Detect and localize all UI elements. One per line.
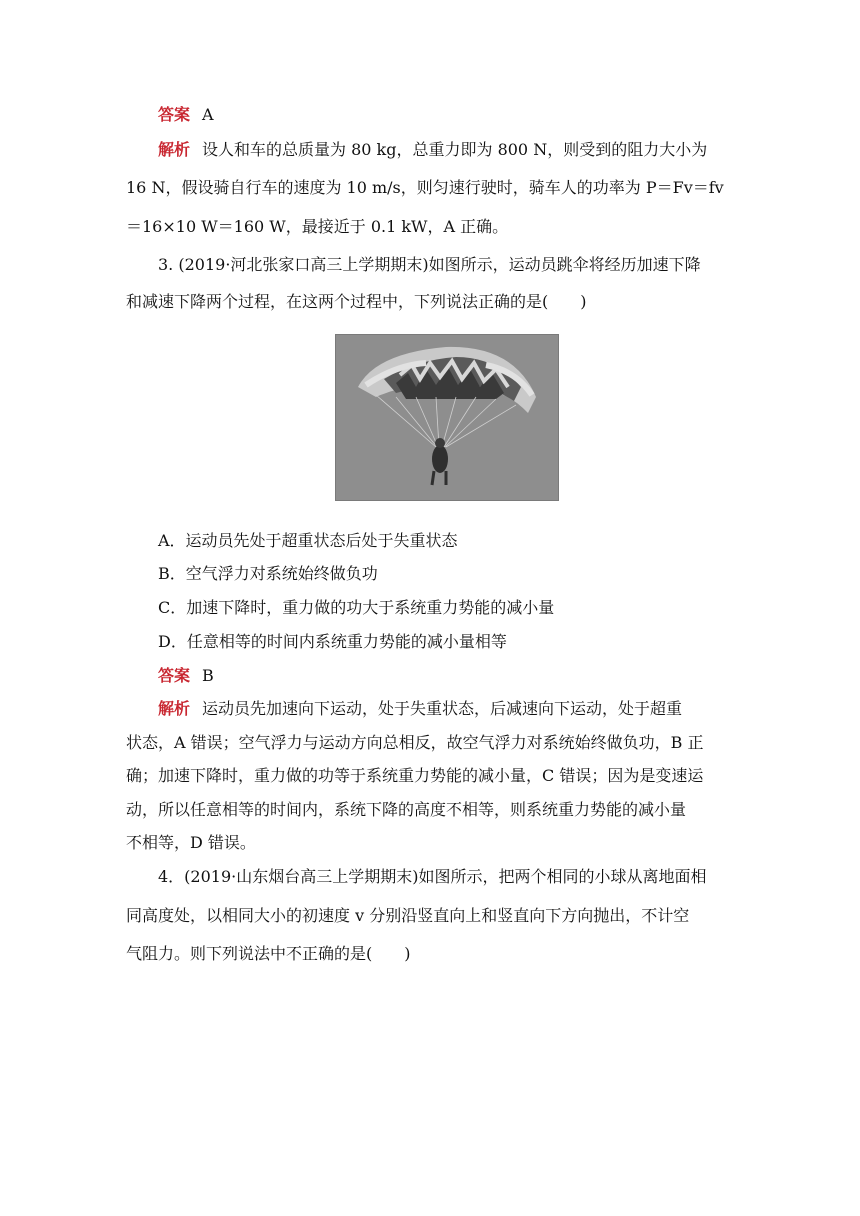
option-d: D．任意相等的时间内系统重力势能的减小量相等 xyxy=(158,632,507,651)
question-line: 同高度处，以相同大小的初速度 v 分别沿竖直向上和竖直向下方向抛出，不计空 xyxy=(126,906,690,925)
option-c: C．加速下降时，重力做的功大于系统重力势能的减小量 xyxy=(158,598,555,617)
analysis-line: 不相等，D 错误。 xyxy=(126,833,256,852)
analysis-row xyxy=(158,139,707,161)
analysis-line: 16 N，假设骑自行车的速度为 10 m/s，则匀速行驶时，骑车人的功率为 P＝Fv＝fv xyxy=(126,178,724,197)
option-a: A．运动员先处于超重状态后处于失重状态 xyxy=(158,531,458,550)
answer-value: B xyxy=(202,666,214,685)
answer-label: 答案 xyxy=(158,666,191,685)
answer-label: 答案 xyxy=(158,105,191,124)
parachute-photo xyxy=(335,334,559,501)
question-line: 气阻力。则下列说法中不正确的是( ) xyxy=(126,944,411,963)
answer-row xyxy=(158,665,214,687)
answer-row xyxy=(158,104,214,126)
option-b: B．空气浮力对系统始终做负功 xyxy=(158,564,378,583)
analysis-line: 状态，A 错误；空气浮力与运动方向总相反，故空气浮力对系统始终做负功，B 正 xyxy=(126,733,704,752)
analysis-line: 动，所以任意相等的时间内，系统下降的高度不相等，则系统重力势能的减小量 xyxy=(126,800,687,819)
question-line: 4．(2019·山东烟台高三上学期期末)如图所示，把两个相同的小球从离地面相 xyxy=(158,867,707,886)
analysis-label: 解析 xyxy=(158,140,191,159)
analysis-line: 运动员先加速向下运动，处于失重状态，后减速向下运动，处于超重 xyxy=(202,699,683,718)
analysis-label: 解析 xyxy=(158,699,191,718)
question-line: 3. (2019·河北张家口高三上学期期末)如图所示，运动员跳伞将经历加速下降 xyxy=(158,255,701,274)
analysis-row xyxy=(158,698,682,720)
answer-value: A xyxy=(202,105,214,124)
analysis-line: ＝16×10 W＝160 W，最接近于 0.1 kW，A 正确。 xyxy=(126,217,509,236)
analysis-line: 设人和车的总质量为 80 kg，总重力即为 800 N，则受到的阻力大小为 xyxy=(202,140,708,159)
question-line: 和减速下降两个过程，在这两个过程中，下列说法正确的是( ) xyxy=(126,292,587,311)
analysis-line: 确；加速下降时，重力做的功等于系统重力势能的减小量，C 错误；因为是变速运 xyxy=(126,766,704,785)
